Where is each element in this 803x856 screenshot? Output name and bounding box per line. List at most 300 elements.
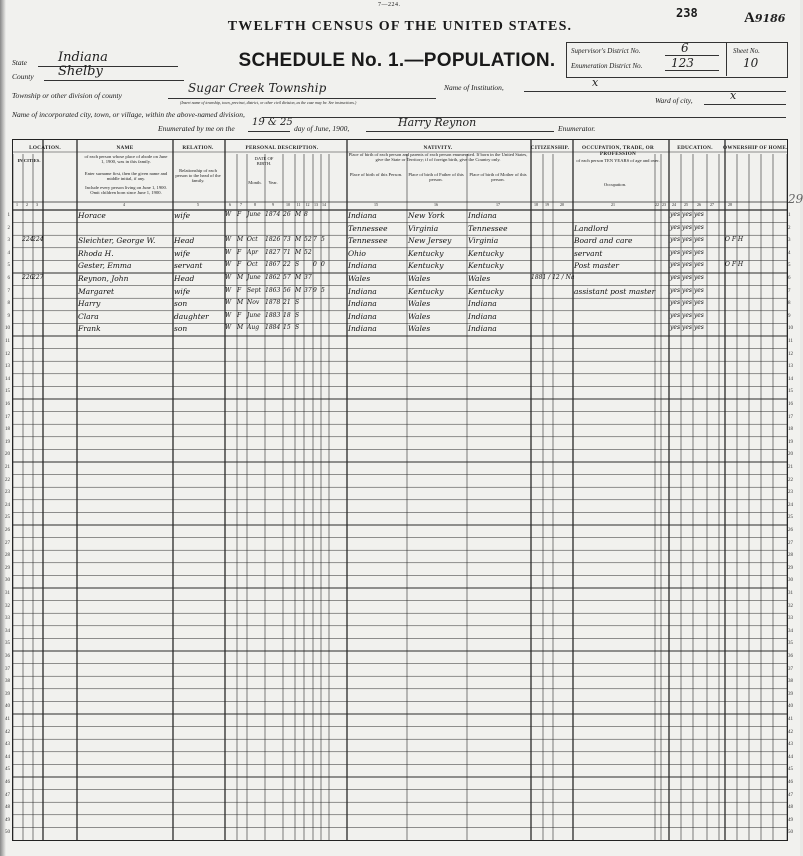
person-name: Rhoda H. <box>78 248 114 258</box>
line-number-right: 35 <box>788 641 793 647</box>
children-born: 9 <box>313 286 317 294</box>
relation-value: Head <box>174 274 195 283</box>
column-number: 10 <box>286 202 290 207</box>
age-value: 56 <box>283 286 291 294</box>
birthplace-person: Indiana <box>348 324 377 334</box>
line-number-left: 32 <box>5 603 10 609</box>
line-number-left: 3 <box>7 238 10 244</box>
years-married: 37 <box>304 274 312 281</box>
sex-value: M <box>237 299 244 307</box>
birthplace-father: Wales <box>408 311 431 321</box>
supervisor-value: 6 <box>681 41 689 55</box>
education-values: yes yes yes <box>670 211 704 218</box>
line-number-left: 19 <box>5 439 10 445</box>
line-number-left: 39 <box>5 691 10 697</box>
form-code: 7—224. <box>378 2 401 8</box>
color-value: W <box>225 236 232 244</box>
sex-value: M <box>237 324 244 332</box>
line-number-left: 33 <box>5 616 10 622</box>
line-number-left: 50 <box>5 830 10 836</box>
birthplace-father: New Jersey <box>408 236 452 246</box>
enumerated-label: Enumerated by me on the <box>158 124 235 133</box>
birth-month: June <box>247 274 261 281</box>
line-number-right: 10 <box>788 326 793 332</box>
district-box-divider <box>726 42 727 76</box>
page-letter: A9186 <box>744 10 786 26</box>
name-instructions: Enter surname first, then the given name and middle initial, if any. <box>84 171 168 182</box>
line-number-left: 46 <box>5 780 10 785</box>
birthplace-person: Indiana <box>348 286 377 296</box>
line-number-right: 2 <box>788 225 791 231</box>
occupation-value: Board and care <box>574 236 633 246</box>
column-number: 24 <box>672 202 676 207</box>
years-married: 8 <box>304 211 308 218</box>
age-value: 22 <box>283 261 291 269</box>
line-number-right: 50 <box>788 830 793 836</box>
birthplace-father: Wales <box>408 274 431 283</box>
person-name: Sleichter, George W. <box>78 236 156 246</box>
column-number: 14 <box>322 202 326 207</box>
line-number-right: 47 <box>788 792 793 798</box>
education-values: yes yes yes <box>670 311 704 319</box>
line-number-right: 42 <box>788 729 793 735</box>
relation-header: RELATION. <box>182 145 214 151</box>
enumeration-label: Enumeration District No. <box>571 62 643 70</box>
birthplace-person: Ohio <box>348 248 366 258</box>
line-number-left: 7 <box>7 288 10 294</box>
line-number-left: 28 <box>5 553 10 559</box>
birthplace-person: Tennessee <box>348 223 388 233</box>
name-description: of each person whose place of abode on June 1, 1900, was in this family. <box>84 154 168 165</box>
column-number: 15 <box>374 202 378 207</box>
children-living: 0 <box>321 261 325 269</box>
occupation-value: Landlord <box>574 223 609 233</box>
line-number-left: 11 <box>5 339 10 344</box>
birthplace-person: Indiana <box>348 299 377 309</box>
line-number-left: 8 <box>7 301 10 307</box>
institution-underline <box>524 91 786 92</box>
column-number: 18 <box>534 202 538 207</box>
marital-status: S <box>295 311 300 319</box>
line-number-right: 7 <box>788 288 791 294</box>
name-instructions-2: Include every person living on June 1, 1900. Omit children born since June 1, 1900. <box>85 185 167 196</box>
line-number-left: 29 <box>5 565 10 571</box>
occupation-column-header: Occupation. <box>603 182 627 187</box>
pob-father-header: Place of birth of Father of this person. <box>408 172 464 183</box>
birthplace-father: Wales <box>408 324 431 334</box>
color-value: W <box>225 324 232 332</box>
immigration-data: 1881 / 12 / Na <box>531 274 575 281</box>
enumerated-mid-label: day of June, 1900, <box>294 124 350 133</box>
line-number-left: 47 <box>5 792 10 798</box>
line-number-right: 31 <box>788 591 793 596</box>
institution-value: x <box>592 76 599 89</box>
color-value: W <box>225 274 232 281</box>
age-value: 18 <box>283 311 291 319</box>
enumeration-underline <box>665 70 719 71</box>
line-number-left: 35 <box>5 641 10 647</box>
birth-year: 1878 <box>265 299 281 307</box>
personal-description-header: PERSONAL DESCRIPTION. <box>245 145 319 151</box>
column-number: 26 <box>697 202 701 207</box>
person-name: Frank <box>78 324 101 334</box>
enumerated-days-value: 19 & 25 <box>252 117 293 128</box>
line-number-left: 2 <box>7 225 10 231</box>
line-number-right: 23 <box>788 490 793 496</box>
column-number: 17 <box>496 202 500 207</box>
birthplace-mother: Virginia <box>468 236 499 246</box>
census-title: TWELFTH CENSUS OF THE UNITED STATES. <box>227 19 573 34</box>
line-number-left: 40 <box>5 704 10 710</box>
line-number-right: 41 <box>788 717 793 722</box>
birthplace-mother: Indiana <box>468 211 497 220</box>
line-number-right: 24 <box>788 502 793 508</box>
person-name: Gester, Emma <box>78 261 132 271</box>
column-number: 22 <box>655 202 659 207</box>
age-value: 21 <box>283 299 291 307</box>
children-living: 5 <box>321 236 325 244</box>
column-number: 28 <box>728 202 732 207</box>
line-number-left: 13 <box>5 364 10 370</box>
line-number-left: 23 <box>5 490 10 496</box>
marital-status: M <box>295 211 302 218</box>
person-name: Margaret <box>78 286 115 296</box>
line-number-left: 22 <box>5 477 10 483</box>
supervisor-label: Supervisor's District No. <box>571 47 641 55</box>
state-value: Indiana <box>58 50 108 65</box>
ward-value: x <box>730 89 737 102</box>
sex-value: F <box>237 311 242 319</box>
age-value: 15 <box>283 324 291 332</box>
birth-year: 1826 <box>265 236 281 244</box>
occupation-header: OCCUPATION, TRADE, OR PROFESSION <box>581 145 654 157</box>
birthplace-mother: Kentucky <box>468 286 504 296</box>
birthplace-person: Wales <box>348 274 371 283</box>
birth-year: 1867 <box>265 261 281 269</box>
enumerated-day-underline <box>248 131 290 132</box>
pob-mother-header: Place of birth of Mother of this person. <box>469 172 527 183</box>
line-number-left: 45 <box>5 767 10 773</box>
education-values: yes yes yes <box>670 223 704 231</box>
column-number: 2 <box>26 202 28 207</box>
education-values: yes yes yes <box>670 248 704 256</box>
column-number: 4 <box>123 202 125 207</box>
line-number-right: 19 <box>788 439 793 445</box>
enumeration-value: 123 <box>671 56 694 70</box>
education-values: yes yes yes <box>670 261 704 269</box>
citizenship-header: CITIZENSHIP. <box>530 145 570 151</box>
line-number-right: 1 <box>788 213 791 218</box>
ownership-values: O F H <box>725 261 744 269</box>
marital-status: S <box>295 261 300 269</box>
line-number-left: 37 <box>5 666 10 672</box>
line-number-left: 25 <box>5 515 10 521</box>
column-number: 23 <box>662 202 666 207</box>
occupation-value: servant <box>574 248 603 258</box>
line-number-right: 28 <box>788 553 793 559</box>
township-label: Township or other division of county <box>12 91 122 100</box>
schedule-title: SCHEDULE No. 1.—POPULATION. <box>238 50 556 71</box>
line-number-right: 20 <box>788 452 793 458</box>
incorporated-underline <box>262 117 786 118</box>
line-number-left: 24 <box>5 502 10 508</box>
line-number-right: 3 <box>788 238 791 244</box>
birth-month: Oct <box>247 261 258 269</box>
marital-status: S <box>295 299 300 307</box>
incorporated-label: Name of incorporated city, town, or village, within the above-named division, <box>12 110 245 119</box>
birthplace-mother: Kentucky <box>468 261 504 271</box>
enumerator-value: Harry Reynon <box>398 116 477 129</box>
line-number-left: 10 <box>5 326 10 332</box>
line-number-left: 38 <box>5 679 10 685</box>
ward-label: Ward of city, <box>655 96 693 105</box>
line-number-right: 6 <box>788 276 791 281</box>
state-label: State <box>12 58 27 67</box>
color-value: W <box>225 311 232 319</box>
children-living: 5 <box>321 286 325 294</box>
children-born: 7 <box>313 236 317 244</box>
column-number: 9 <box>272 202 274 207</box>
line-number-right: 32 <box>788 603 793 609</box>
years-married: 52 <box>304 248 312 256</box>
marital-status: M <box>295 236 302 244</box>
line-number-left: 14 <box>5 376 10 382</box>
line-number-left: 21 <box>5 465 10 470</box>
line-number-right: 15 <box>788 389 793 395</box>
line-number-right: 48 <box>788 805 793 811</box>
district-box <box>566 42 788 78</box>
birth-month: June <box>247 211 261 218</box>
color-value: W <box>225 261 232 269</box>
age-value: 57 <box>283 274 291 281</box>
page-stamp: 238 <box>676 6 698 20</box>
column-number: 6 <box>229 202 231 207</box>
age-value: 71 <box>283 248 291 256</box>
column-number: 5 <box>197 202 199 207</box>
birth-year: 1862 <box>265 274 281 281</box>
birth-month: Oct <box>247 236 258 244</box>
relation-value: son <box>174 299 188 309</box>
birthplace-mother: Indiana <box>468 299 497 309</box>
birth-year: 1874 <box>265 211 281 218</box>
line-number-right: 14 <box>788 376 793 382</box>
column-number: 7 <box>240 202 242 207</box>
line-number-right: 29 <box>788 565 793 571</box>
occupation-description: of each person TEN YEARS of age and over. <box>576 158 660 163</box>
line-number-right: 21 <box>788 465 793 470</box>
marital-status: M <box>295 274 302 281</box>
nativity-description: Place of birth of each person and parents of each person enumerated. If born in the United States, give the State or Territory; if of foreign birth, give the Country only. <box>348 152 528 163</box>
line-number-right: 39 <box>788 691 793 697</box>
line-number-left: 36 <box>5 654 10 659</box>
years-married: 52 <box>304 236 312 244</box>
township-note: (Insert name of township, town, precinct, district, or other civil division, as the case may be. See instructions.) <box>180 100 357 105</box>
birthplace-mother: Wales <box>468 274 491 283</box>
years-married: 37 <box>304 286 312 294</box>
dwelling-number: 224 <box>22 236 34 244</box>
line-number-right: 45 <box>788 767 793 773</box>
page-letter-handwritten: 9186 <box>754 12 786 25</box>
line-number-right: 37 <box>788 666 793 672</box>
line-number-right: 34 <box>788 628 793 634</box>
line-number-left: 15 <box>5 389 10 395</box>
column-number: 27 <box>710 202 714 207</box>
birth-month: Apr <box>247 248 259 256</box>
line-number-right: 44 <box>788 754 793 760</box>
person-name: Clara <box>78 311 99 321</box>
sex-value: M <box>237 274 244 281</box>
education-values: yes yes yes <box>670 286 704 294</box>
occupation-value: assistant post master <box>574 286 656 296</box>
person-name: Harry <box>78 299 101 309</box>
birth-month: Aug <box>247 324 260 332</box>
line-number-left: 41 <box>5 717 10 722</box>
line-number-right: 17 <box>788 414 793 420</box>
column-number: 19 <box>545 202 549 207</box>
line-number-right: 11 <box>788 339 793 344</box>
side-mark: 29 <box>788 192 803 206</box>
line-number-left: 26 <box>5 528 10 533</box>
year-header: Year. <box>268 180 278 185</box>
column-number: 1 <box>16 202 18 207</box>
sex-value: F <box>237 248 242 256</box>
pob-person-header: Place of birth of this Person. <box>349 172 403 177</box>
line-number-right: 38 <box>788 679 793 685</box>
line-number-right: 8 <box>788 301 791 307</box>
birthplace-mother: Kentucky <box>468 248 504 258</box>
line-number-left: 42 <box>5 729 10 735</box>
line-number-right: 40 <box>788 704 793 710</box>
line-number-right: 43 <box>788 742 793 748</box>
sex-value: F <box>237 261 242 269</box>
sheet-value: 10 <box>743 56 759 70</box>
sex-value: M <box>237 236 244 244</box>
birth-year: 1827 <box>265 248 281 256</box>
line-number-right: 12 <box>788 351 793 357</box>
line-number-left: 27 <box>5 540 10 546</box>
birthplace-mother: Tennessee <box>468 223 508 233</box>
line-number-left: 1 <box>7 213 10 218</box>
marital-status: M <box>295 286 302 294</box>
column-number: 25 <box>684 202 688 207</box>
column-number: 11 <box>296 202 301 207</box>
sex-value: F <box>237 286 242 294</box>
education-values: yes yes yes <box>670 274 704 281</box>
line-number-left: 48 <box>5 805 10 811</box>
family-number: 224 <box>32 236 44 244</box>
line-number-right: 18 <box>788 427 793 433</box>
in-cities-header: IN CITIES. <box>17 158 41 163</box>
column-number: 8 <box>254 202 256 207</box>
line-number-right: 16 <box>788 402 793 407</box>
birth-month: Sept <box>247 286 261 294</box>
birth-month: June <box>247 311 261 319</box>
family-number: 227 <box>32 274 44 281</box>
county-underline <box>44 80 184 81</box>
line-number-right: 5 <box>788 263 791 269</box>
person-name: Reynon, John <box>78 274 129 283</box>
line-number-right: 22 <box>788 477 793 483</box>
line-number-left: 12 <box>5 351 10 357</box>
birthplace-father: Kentucky <box>408 286 444 296</box>
birthplace-father: Wales <box>408 299 431 309</box>
birthplace-person: Indiana <box>348 311 377 321</box>
line-number-right: 13 <box>788 364 793 370</box>
line-number-right: 26 <box>788 528 793 533</box>
line-number-right: 33 <box>788 616 793 622</box>
line-number-right: 9 <box>788 313 791 319</box>
line-number-left: 20 <box>5 452 10 458</box>
marital-status: M <box>295 248 302 256</box>
color-value: W <box>225 299 232 307</box>
line-number-left: 16 <box>5 402 10 407</box>
birthplace-father: New York <box>408 211 445 220</box>
relation-value: servant <box>174 261 203 271</box>
line-number-right: 36 <box>788 654 793 659</box>
age-value: 73 <box>283 236 291 244</box>
line-number-left: 30 <box>5 578 10 584</box>
relation-value: son <box>174 324 188 334</box>
column-number: 20 <box>560 202 564 207</box>
line-number-right: 49 <box>788 817 793 823</box>
month-header: Month. <box>248 180 262 185</box>
line-number-left: 17 <box>5 414 10 420</box>
birthplace-mother: Indiana <box>468 311 497 321</box>
line-number-left: 4 <box>7 250 10 256</box>
relation-value: Head <box>174 236 195 246</box>
line-number-right: 27 <box>788 540 793 546</box>
dwelling-number: 226 <box>22 274 34 281</box>
county-label: County <box>12 72 34 81</box>
birth-year: 1863 <box>265 286 281 294</box>
enumerator-underline <box>366 131 554 132</box>
color-value: W <box>225 248 232 256</box>
birthplace-mother: Indiana <box>468 324 497 334</box>
date-of-birth-header: DATE OF BIRTH. <box>254 156 274 167</box>
name-header: NAME <box>116 145 134 151</box>
township-value: Sugar Creek Township <box>188 81 327 95</box>
sheet-label: Sheet No. <box>733 47 760 55</box>
birth-month: Nov <box>247 299 260 307</box>
nativity-header: NATIVITY. <box>423 145 453 151</box>
enumerator-label: Enumerator. <box>558 124 596 133</box>
line-number-left: 6 <box>7 276 10 281</box>
birth-year: 1884 <box>265 324 281 332</box>
column-number: 21 <box>611 202 615 207</box>
township-underline <box>168 98 436 99</box>
line-number-left: 18 <box>5 427 10 433</box>
birthplace-father: Kentucky <box>408 248 444 258</box>
location-header: LOCATION. <box>29 145 61 151</box>
ownership-header: OWNERSHIP OF HOME. <box>723 145 788 151</box>
line-number-right: 25 <box>788 515 793 521</box>
line-number-left: 9 <box>7 313 10 319</box>
color-value: W <box>225 286 232 294</box>
line-number-left: 5 <box>7 263 10 269</box>
column-number: 3 <box>36 202 38 207</box>
relation-value: wife <box>174 286 191 296</box>
education-values: yes yes yes <box>670 236 704 244</box>
relation-value: wife <box>174 248 191 258</box>
education-header: EDUCATION. <box>677 145 713 151</box>
county-value: Shelby <box>58 64 103 79</box>
column-number: 12 <box>305 202 310 207</box>
relation-description: Relationship of each person to the head of the family. <box>175 168 221 184</box>
birthplace-person: Indiana <box>348 211 377 220</box>
line-number-left: 49 <box>5 817 10 823</box>
line-number-left: 31 <box>5 591 10 596</box>
institution-label: Name of Institution, <box>444 83 504 92</box>
